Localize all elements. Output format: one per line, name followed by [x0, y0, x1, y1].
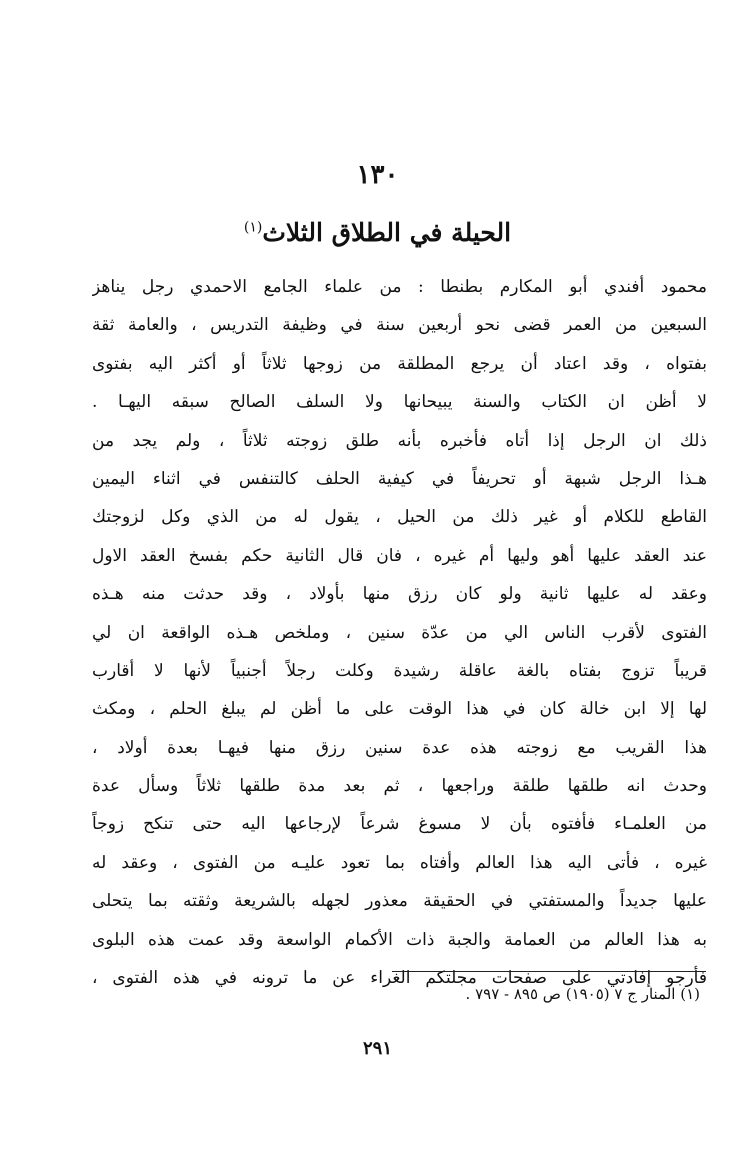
text-line: لا أظن ان الكتاب والسنة يبيحانها ولا السلف الصالح سبقه اليهـا .: [92, 392, 707, 413]
text-line: من العلمـاء فأفتوه بأن لا مسوغ شرعاً لإرجاعها اليه حتى تنكح زوجاً: [92, 814, 707, 835]
text-line: عليها جديداً والمستفتي في الحقيقة معذور لجهله بالشريعة وثقته بما يتحلى: [92, 891, 707, 912]
title-text: الحيلة في الطلاق الثلاث: [262, 218, 512, 247]
page-title: [0, 218, 755, 247]
text-line: هذا القريب مع زوجته هذه عدة سنين رزق منها فيهـا بعدة أولاد ،: [92, 737, 707, 758]
text-line: ذلك ان الرجل إذا أتاه فأخبره بأنه طلق زوجته ثلاثاً ، ولم يجد من: [92, 430, 707, 451]
body-text: [92, 268, 707, 997]
text-line: القاطع للكلام أو غير ذلك من الحيل ، يقول له من الذي وكل لزوجتك: [92, 507, 707, 528]
title-footnote-marker: (١): [243, 219, 263, 236]
footnote-divider: [392, 971, 706, 972]
text-line: محمود أفندي أبو المكارم بطنطا : من علماء الجامع الاحمدي رجل يناهز: [92, 277, 707, 297]
text-line: وعقد له عليها ثانية ولو كان رزق منها بأولاد ، وقد حدثت منه هـذه: [92, 584, 707, 605]
text-line: غيره ، فأتى اليه هذا العالم وأفتاه بما تعود عليـه من الفتوى ، وعقد له: [92, 852, 707, 873]
text-line: عند العقد عليها أهو وليها أم غيره ، فان قال الثانية حكم بفسخ العقد الاول: [92, 545, 707, 566]
section-number: ١٣٠: [356, 160, 399, 190]
text-line: الفتوى لأقرب الناس الي من عدّة سنين ، وملخص هـذه الواقعة ان لي: [92, 622, 707, 643]
page-number: ٢٩١: [362, 1038, 392, 1059]
text-line: به هذا العالم من العمامة والجبة ذات الأكمام الواسعة وقد عمت هذه البلوى: [92, 929, 707, 950]
footnote: (١) المنار ج ٧ (١٩٠٥) ص ٨٩٥ - ٧٩٧ .: [465, 985, 700, 1003]
text-line: بفتواه ، وقد اعتاد أن يرجع المطلقة من زوجها ثلاثاً أو أكثر اليه بفتوى: [92, 353, 707, 374]
text-line: هـذا الرجل شبهة أو تحريفاً في كيفية الحلف كالتنفس في اثناء اليمين: [92, 468, 707, 489]
text-line: السبعين من العمر قضى نحو أربعين سنة في وظيفة التدريس ، والعامة ثقة: [92, 315, 707, 336]
text-line: قريباً تزوج بفتاه بالغة عاقلة رشيدة وكلت رجلاً أجنبياً لأنها لا أقارب: [92, 660, 707, 681]
text-line: فأرجو إفادتي على صفحات مجلتكم الغراء عن ما ترونه في هذه الفتوى ،: [92, 968, 707, 989]
text-line: لها إلا ابن خالة كان في هذا الوقت على ما أظن لم يبلغ الحلم ، ومكث: [92, 699, 707, 720]
text-line: وحدث انه طلقها طلقة وراجعها ، ثم بعد مدة طلقها ثلاثاً وسأل عدة: [92, 776, 707, 797]
